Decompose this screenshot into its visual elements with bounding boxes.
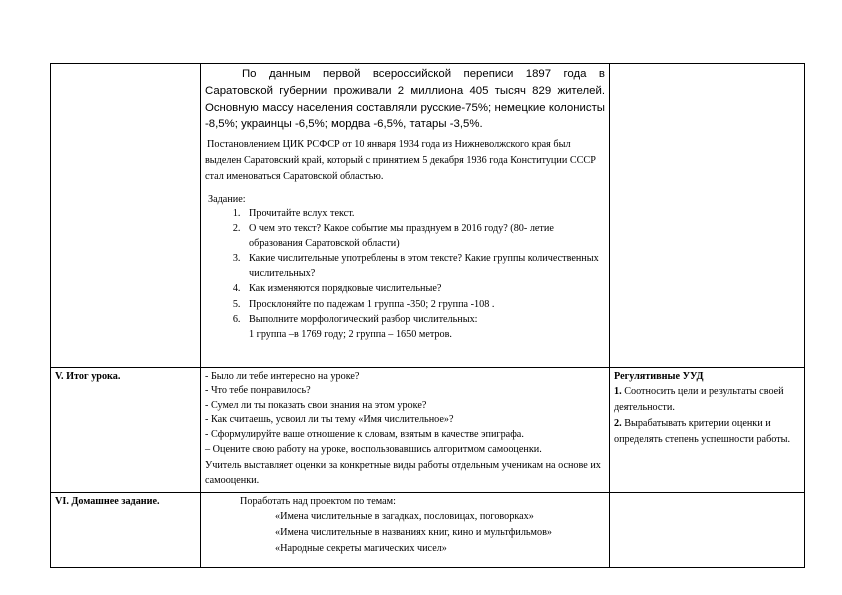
stage-title: V. Итог урока. xyxy=(55,371,121,382)
table-row xyxy=(51,368,805,493)
content-cell xyxy=(201,64,610,368)
homework-topic: «Имена числительные в загадках, пословицах, поговорках» xyxy=(275,511,534,523)
question-line: - Было ли тебе интересно на уроке? xyxy=(205,371,360,382)
uud-cell xyxy=(610,368,805,493)
stage-cell xyxy=(51,368,201,493)
task-list xyxy=(205,207,605,342)
question-line: - Что тебе понравилось? xyxy=(205,385,311,397)
stage-cell xyxy=(51,493,201,568)
content-cell xyxy=(201,368,610,493)
homework-topic: «Народные секреты магических чисел» xyxy=(275,543,447,555)
uud-cell-empty xyxy=(610,64,805,368)
list-item: 5. Просклоняйте по падежам 1 группа -350; 2 группа -108 . xyxy=(243,298,605,312)
task-extra: 1 группа –в 1769 году; 2 группа – 1650 метров. xyxy=(249,328,452,340)
list-item: 2. О чем это текст? Какое событие мы празднуем в 2016 году? (80- летие образования Саратовской области) xyxy=(243,222,605,251)
uud-cell-empty xyxy=(610,493,805,568)
list-item: 6. Выполните морфологический разбор числительных: 1 группа –в 1769 году; 2 группа – 1650 метров. xyxy=(243,313,605,342)
content-cell xyxy=(201,493,610,568)
table-row xyxy=(51,64,805,368)
question-line: – Оцените свою работу на уроке, воспользовавшись алгоритмом самооценки. xyxy=(205,444,542,456)
uud-item: 1. Соотносить цели и результаты своей деятельности. xyxy=(614,386,784,414)
decree-paragraph: Постановлением ЦИК РСФСР от 10 января 1934 года из Нижневолжского края был выделен Саратовский край, который с принятием 5 декабря 1936 года Конституции СССР стал именоваться Саратовской областью. xyxy=(205,139,596,182)
uud-item: 2. Вырабатывать критерии оценки и определять степень успешности работы. xyxy=(614,418,791,445)
question-line: - Как считаешь, усвоил ли ты тему «Имя числительное»? xyxy=(205,413,454,425)
list-item: 4. Как изменяются порядковые числительные? xyxy=(243,282,605,296)
stage-cell-empty xyxy=(51,64,201,368)
homework-intro: Поработать над проектом по темам: xyxy=(240,496,396,507)
lesson-plan-table xyxy=(50,63,805,568)
question-line: - Сформулируйте ваше отношение к словам, взятым в качестве эпиграфа. xyxy=(205,429,524,441)
task-heading: Задание: xyxy=(208,193,246,205)
table-row xyxy=(51,493,805,568)
stage-title: VI. Домашнее задание. xyxy=(55,496,160,507)
question-line: - Сумел ли ты показать свои знания на этом уроке? xyxy=(205,399,427,411)
homework-topic: «Имена числительные в названиях книг, кино и мультфильмов» xyxy=(275,527,553,539)
teacher-note: Учитель выставляет оценки за конкретные виды работы отдельным ученикам на основе их самооценки. xyxy=(205,459,601,487)
list-item: 3. Какие числительные употреблены в этом тексте? Какие группы количественных числительных? xyxy=(243,252,605,281)
census-paragraph: По данным первой всероссийской переписи 1897 года в Саратовской губернии проживали 2 миллиона 405 тысяч 829 жителей. Основную массу населения составляли русские-75%; немецкие колонисты -8,5%; украинцы -6,5%; мордва -6,5%, татары -3,5%. xyxy=(205,68,605,131)
list-item: 1. Прочитайте вслух текст. xyxy=(243,207,605,221)
uud-title: Регулятивные УУД xyxy=(614,371,704,382)
